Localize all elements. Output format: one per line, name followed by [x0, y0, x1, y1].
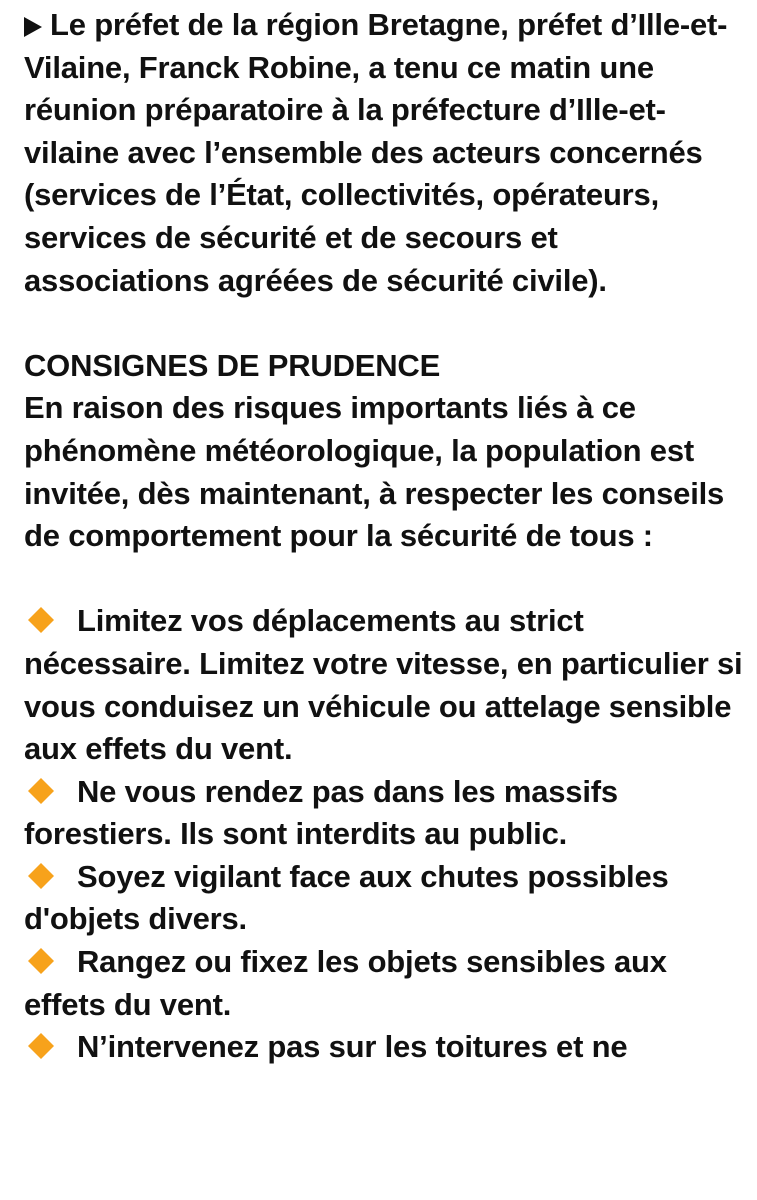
right-triangle-icon — [24, 17, 42, 37]
bullet-item — [24, 600, 744, 770]
bullet-item — [24, 941, 744, 1026]
orange-diamond-icon — [27, 606, 55, 634]
bullet-item — [24, 771, 744, 856]
bullet-text: Ne vous rendez pas dans les massifs forestiers. Ils sont interdits au public. — [24, 773, 618, 852]
orange-diamond-icon — [27, 862, 55, 890]
orange-diamond-icon — [27, 1032, 55, 1060]
intro-paragraph — [24, 4, 744, 302]
blank-line — [24, 558, 744, 601]
bullet-text: Soyez vigilant face aux chutes possibles d'objets divers. — [24, 858, 669, 937]
orange-diamond-icon — [27, 777, 55, 805]
bullet-text: N’intervenez pas sur les toitures et ne — [77, 1029, 628, 1065]
intro-text: Le préfet de la région Bretagne, préfet d’Ille-et-Vilaine, Franck Robine, a tenu ce matin une réunion préparatoire à la préfecture d’Ille-et-vilaine avec l’ensemble des acteurs concernés (services de l’État, collectivités, opérateurs, services de sécurité et de secours et associations agréées de sécurité civile). — [24, 7, 728, 298]
bullet-text: Rangez ou fixez les objets sensibles aux effets du vent. — [24, 944, 667, 1022]
orange-diamond-icon — [27, 947, 55, 975]
bullet-item — [24, 1026, 744, 1069]
bullet-item — [24, 856, 744, 941]
section-paragraph: En raison des risques importants liés à ce phénomène météorologique, la population est invitée, dès maintenant, à respecter les conseils de comportement pour la sécurité de tous : — [24, 390, 725, 554]
document-body — [24, 4, 744, 1069]
section-heading: CONSIGNES DE PRUDENCE — [24, 347, 441, 383]
bullet-text: Limitez vos déplacements au strict nécessaire. Limitez votre vitesse, en particulier si vous conduisez un véhicule ou attelage sensible aux effets du vent. — [24, 603, 743, 767]
blank-line — [24, 302, 744, 345]
